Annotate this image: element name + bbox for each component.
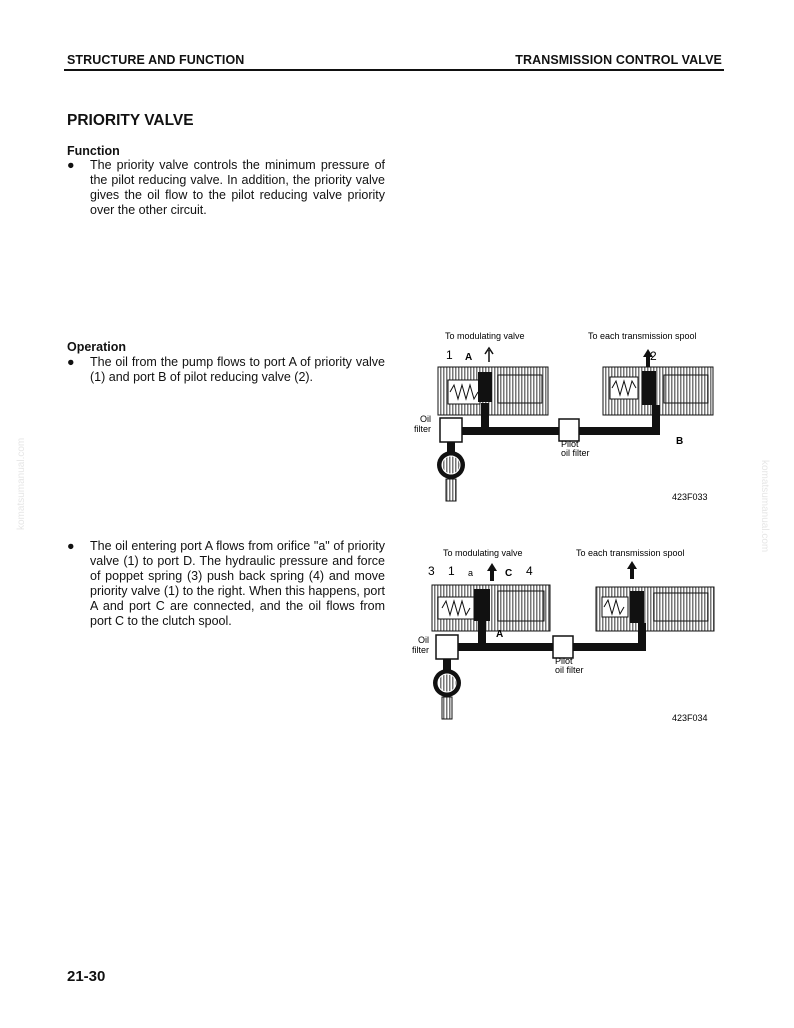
label-port-C: C: [505, 568, 513, 579]
pump-gear-icon: [442, 456, 460, 474]
label-4: 4: [526, 564, 533, 578]
label-pilot-filter: oil filter: [561, 448, 590, 458]
operation-heading: Operation: [67, 340, 127, 354]
pilot-spring-coil: [654, 593, 708, 621]
page-number: 21-30: [67, 968, 106, 985]
label-to-modulating: To modulating valve: [443, 548, 523, 558]
bullet-dot: ●: [67, 158, 75, 172]
page-title: PRIORITY VALVE: [67, 112, 194, 129]
pump-suction: [442, 697, 452, 719]
label-1: 1: [446, 348, 453, 362]
pilot-filter-box: [553, 636, 573, 658]
pilot-spool-land: [630, 591, 644, 623]
spool-land: [478, 372, 492, 402]
figure-priority-valve-1: [410, 325, 740, 520]
diagram-svg-2: [410, 543, 740, 733]
diagram-svg-1: [410, 325, 740, 515]
label-orifice-a: a: [468, 568, 474, 578]
pilot-spring-chamber: [602, 597, 628, 617]
label-filter: filter: [412, 645, 430, 655]
label-1: 1: [448, 564, 455, 578]
function-heading: Function: [67, 144, 120, 158]
label-filter: filter: [414, 424, 432, 434]
spool-land: [474, 589, 490, 621]
bullet-dot: ●: [67, 355, 75, 369]
pump-suction: [446, 479, 456, 501]
label-pilot-filter: oil filter: [555, 665, 584, 675]
label-oil: Oil: [418, 635, 429, 645]
figure-code-1: 423F033: [672, 492, 708, 502]
operation-text-1: The oil from the pump flows to port A of priority valve (1) and port B of pilot reducing valve (2).: [90, 355, 385, 384]
label-2: 2: [650, 349, 657, 363]
header-rule: [64, 69, 724, 71]
pilot-spring-coil: [664, 375, 708, 403]
pump-gear-icon: [438, 674, 456, 692]
pilot-spool-land: [642, 371, 656, 405]
spring-coil-right: [498, 375, 542, 403]
function-paragraph: [67, 158, 385, 218]
spring-coil-4: [498, 591, 544, 621]
label-3: 3: [428, 564, 435, 578]
arrowhead-icon: [627, 561, 637, 569]
label-to-each-spool: To each transmission spool: [588, 331, 697, 341]
oil-filter-box: [436, 635, 458, 659]
pilot-filter-box: [559, 419, 579, 441]
operation-text-2: The oil entering port A flows from orifice "a" of priority valve (1) to port D. The hydraulic pressure and force of poppet spring (3) push back spring (4) and move priority valve (1) to the right. When this happens, port A and port C are connected, and the oil flows from port C to the clutch spool.: [90, 539, 385, 628]
label-pilot: Pilot: [555, 656, 573, 666]
label-pilot: Pilot: [561, 439, 579, 449]
arrowhead-icon: [487, 563, 497, 571]
label-oil: Oil: [420, 414, 431, 424]
header-section-title: STRUCTURE AND FUNCTION: [67, 53, 245, 67]
label-to-each-spool: To each transmission spool: [576, 548, 685, 558]
label-to-modulating: To modulating valve: [445, 331, 525, 341]
figure-code-2: 423F034: [672, 713, 708, 723]
watermark-right: komatsumanual.com: [759, 460, 770, 553]
label-port-A: A: [496, 629, 504, 640]
header-chapter-title: TRANSMISSION CONTROL VALVE: [515, 53, 722, 67]
label-port-B: B: [676, 436, 684, 447]
operation-paragraph-2: [67, 539, 385, 629]
figure-priority-valve-2: [410, 543, 740, 738]
arrow-up-open-icon: [485, 348, 493, 362]
function-text: The priority valve controls the minimum pressure of the pilot reducing valve. In addition, the priority valve gives the oil flow to the pilot reducing valve priority over the other circuit.: [90, 158, 385, 217]
oil-filter-box: [440, 418, 462, 442]
watermark-left: komatsumanual.com: [16, 437, 27, 530]
bullet-dot: ●: [67, 539, 75, 553]
label-port-A: A: [465, 352, 473, 363]
operation-paragraph-1: [67, 355, 385, 385]
